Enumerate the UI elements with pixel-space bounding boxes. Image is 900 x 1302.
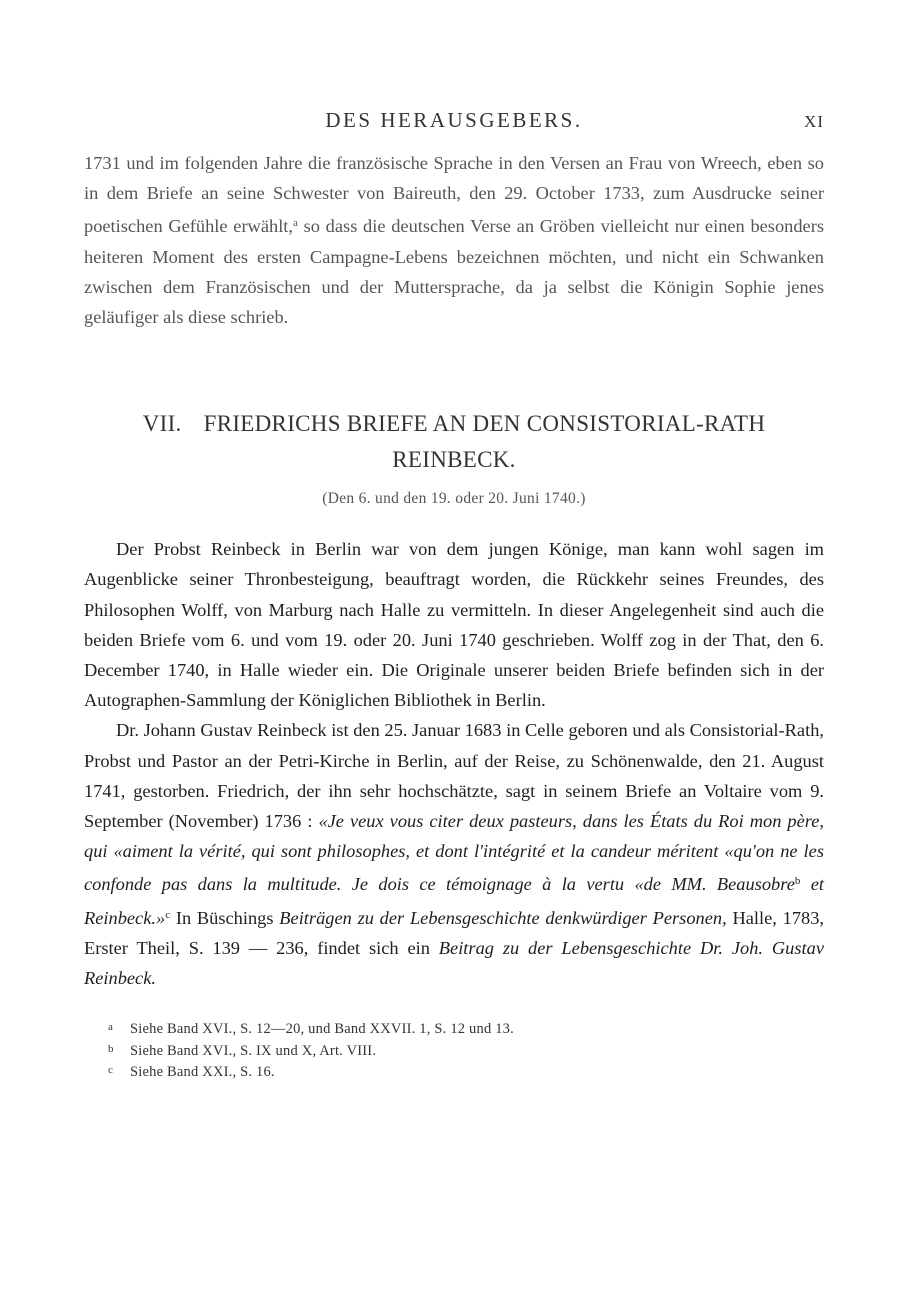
footnote-text: Siehe Band XVI., S. IX und X, Art. VIII.	[130, 1042, 377, 1059]
running-title: DES HERAUSGEBERS.	[325, 108, 583, 132]
intro-text: 1731 und im folgenden Jahre die französische Sprache in den Versen an Frau von Wreech, eben so in dem Briefe an seine Schwester von Baireuth, den 29. October 1733, zum Ausdrucke seiner poetischen Gefühle erwählt,	[84, 153, 824, 237]
page	[84, 108, 824, 1084]
footnote-b	[84, 1041, 824, 1063]
page-number: XI	[804, 112, 824, 131]
footnote-marker: c	[108, 1064, 113, 1077]
footnote-text: Siehe Band XVI., S. 12—20, und Band XXVII. 1, S. 12 und 13.	[130, 1021, 514, 1038]
running-head	[84, 108, 824, 138]
footnote-c	[84, 1062, 824, 1084]
chapter-heading: FRIEDRICHS BRIEFE AN DEN CONSISTORIAL-RATH REINBECK.	[203, 411, 766, 473]
footnote-marker: b	[108, 1042, 114, 1055]
paragraph-2-text-1: Dr. Johann Gustav Reinbeck ist den 25. Januar 1683 in Celle geboren und als Consistorial-Rath, Probst und Pastor an der Petri-Kirche in Berlin, auf der Reise, zu Schönenwalde, den 21. August 1741, gestorben. Friedrich, der ihn sehr hochschätzte, sagt in seinem Briefe an Voltaire vom 9. September (November) 1736 :	[84, 720, 824, 832]
paragraph-2-text-3: Halle, 1783, Erster Theil, S. 139 — 236, findet sich ein	[84, 907, 825, 958]
footnotes	[84, 1019, 824, 1084]
chapter-title	[84, 406, 824, 478]
article-title: Beitrag zu der Lebensgeschichte Dr. Joh. Gustav Reinbeck.	[84, 937, 825, 989]
footnote-a	[84, 1019, 824, 1041]
work-title: Beiträgen zu der Lebensgeschichte denkwürdiger Personen,	[279, 907, 727, 928]
chapter-numeral: VII.	[142, 411, 182, 437]
chapter-subtitle: (Den 6. und den 19. oder 20. Juni 1740.)	[322, 490, 586, 508]
body-paragraph-1: Der Probst Reinbeck in Berlin war von dem jungen Könige, man kann wohl sagen im Augenblicke seiner Thronbesteigung, beauftragt worden, die Rückkehr seines Freundes, des Philosophen Wolff, von Marburg nach Halle zu vermitteln. In dieser Angelegenheit sind auch die beiden Briefe vom 6. und vom 19. oder 20. Juni 1740 geschrieben. Wolff zog in der That, den 6. December 1740, in Halle wieder ein. Die Originale unserer beiden Briefe befinden sich in der Autographen-Sammlung der Königlichen Bibliothek in Berlin.	[84, 539, 824, 711]
footnote-ref-a[interactable]: a	[293, 217, 298, 230]
footnote-ref-c[interactable]: c	[165, 908, 171, 921]
body-paragraph-2	[84, 715, 824, 993]
voltaire-quote-end: et Reinbeck.»	[84, 874, 824, 928]
footnote-ref-b[interactable]: b	[794, 875, 801, 888]
paragraph-2-text-2: In Büschings	[170, 907, 280, 928]
footnote-text: Siehe Band XXI., S. 16.	[130, 1064, 275, 1081]
voltaire-quote: «Je veux vous citer deux pasteurs, dans les États du Roi mon père, qui «aiment la vérité, qui sont philosophes, et dont l'intégrité et la candeur méritent «qu'on ne les confonde pas dans la multitude. Je dois ce témoignage à la vertu «de MM. Beausobre	[84, 811, 824, 895]
intro-paragraph	[84, 148, 824, 332]
footnote-marker: a	[108, 1021, 113, 1034]
intro-text-end: so dass die deutschen Verse an Gröben vielleicht nur einen besonders heiteren Moment des ersten Campagne-Lebens bezeichnen möchten, und nicht ein Schwanken zwischen dem Französischen und der Muttersprache, da ja selbst die Königin Sophie jenes geläufiger als diese schrieb.	[84, 216, 824, 328]
